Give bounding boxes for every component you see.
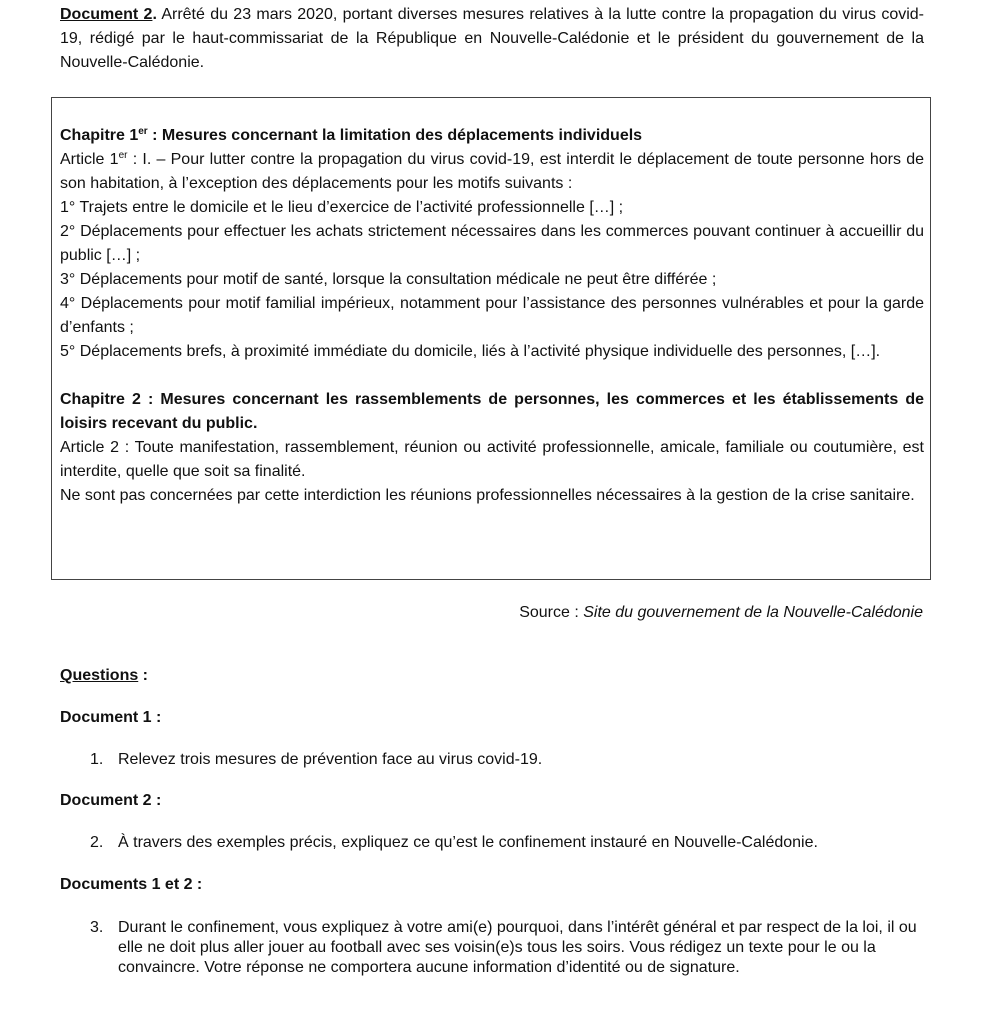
question-text: Relevez trois mesures de prévention face au virus covid-19. xyxy=(118,751,543,768)
question-text: À travers des exemples précis, expliquez ce qu’est le confinement instauré en Nouvelle-Calédonie. xyxy=(118,834,818,851)
document-intro-text: Arrêté du 23 mars 2020, portant diverses mesures relatives à la lutte contre la propagation du virus covid-19, rédigé par le haut-commissariat de la République en Nouvelle-Calédonie et le président du gouvernement de la Nouvelle-Calédonie. xyxy=(60,6,924,71)
question-number: 1. xyxy=(90,751,104,768)
spacer xyxy=(60,364,924,388)
questions-heading-text: Questions xyxy=(60,667,139,684)
question-group-title: Document 2 : xyxy=(60,792,162,809)
chapter1-title-sup: er xyxy=(138,126,148,137)
question-group-title: Documents 1 et 2 : xyxy=(60,876,203,893)
article2-text: Article 2 : Toute manifestation, rassemblement, réunion ou activité professionnelle, amicale, familiale ou coutumière, est interdite, quelle que soit sa finalité. xyxy=(60,439,924,480)
article1-item: 4° Déplacements pour motif familial impérieux, notamment pour l’assistance des personnes vulnérables et pour la garde d’enfants ; xyxy=(60,295,924,336)
source-title: Site du gouvernement de la Nouvelle-Calédonie xyxy=(583,604,923,621)
document-label: Document 2 xyxy=(60,6,153,23)
source-citation xyxy=(519,601,923,625)
question-item xyxy=(90,918,926,978)
question-number: 2. xyxy=(90,834,104,851)
article1-pre: Article 1 xyxy=(60,151,119,168)
document-intro xyxy=(60,3,924,75)
article1-item: 5° Déplacements brefs, à proximité immédiate du domicile, liés à l’activité physique individuelle des personnes, […]. xyxy=(60,343,881,360)
source-prefix: Source : xyxy=(519,604,584,621)
article2-note: Ne sont pas concernées par cette interdiction les réunions professionnelles nécessaires à la gestion de la crise sanitaire. xyxy=(60,487,915,504)
question-number: 3. xyxy=(90,919,104,936)
chapter2-title: Chapitre 2 : Mesures concernant les rassemblements de personnes, les commerces et les établissements de loisirs recevant du public. xyxy=(60,391,924,432)
article1-post: : I. – Pour lutter contre la propagation du virus covid-19, est interdit le déplacement de toute personne hors de son habitation, à l’exception des déplacements pour les motifs suivants : xyxy=(60,151,925,192)
question-group-title: Document 1 : xyxy=(60,709,162,726)
article1-item: 3° Déplacements pour motif de santé, lorsque la consultation médicale ne peut être différée ; xyxy=(60,271,717,288)
questions-heading-suffix: : xyxy=(138,667,149,684)
chapter1-title-post: : Mesures concernant la limitation des déplacements individuels xyxy=(147,127,643,144)
article1-item: 2° Déplacements pour effectuer les achats strictement nécessaires dans les commerces pouvant continuer à accueillir du public […] ; xyxy=(60,223,924,264)
decree-text xyxy=(60,124,924,508)
question-item xyxy=(90,833,926,853)
chapter1-title xyxy=(60,124,924,148)
question-item xyxy=(90,750,926,770)
chapter1-title-pre: Chapitre 1 xyxy=(60,127,139,144)
question-text: Durant le confinement, vous expliquez à votre ami(e) pourquoi, dans l’intérêt général et par respect de la loi, il ou elle ne doit plus aller jouer au football avec ses voisin(e)s tous les soirs. Vous rédigez un texte pour le ou la convaincre. Votre réponse ne comportera aucune information d’identité ou de signature. xyxy=(118,919,917,976)
article1-item: 1° Trajets entre le domicile et le lieu d’exercice de l’activité professionnelle […] ; xyxy=(60,199,624,216)
article1-text xyxy=(60,148,924,196)
questions-heading xyxy=(60,665,148,687)
document-label-punct: . xyxy=(152,6,157,23)
article1-sup: er xyxy=(118,150,128,161)
